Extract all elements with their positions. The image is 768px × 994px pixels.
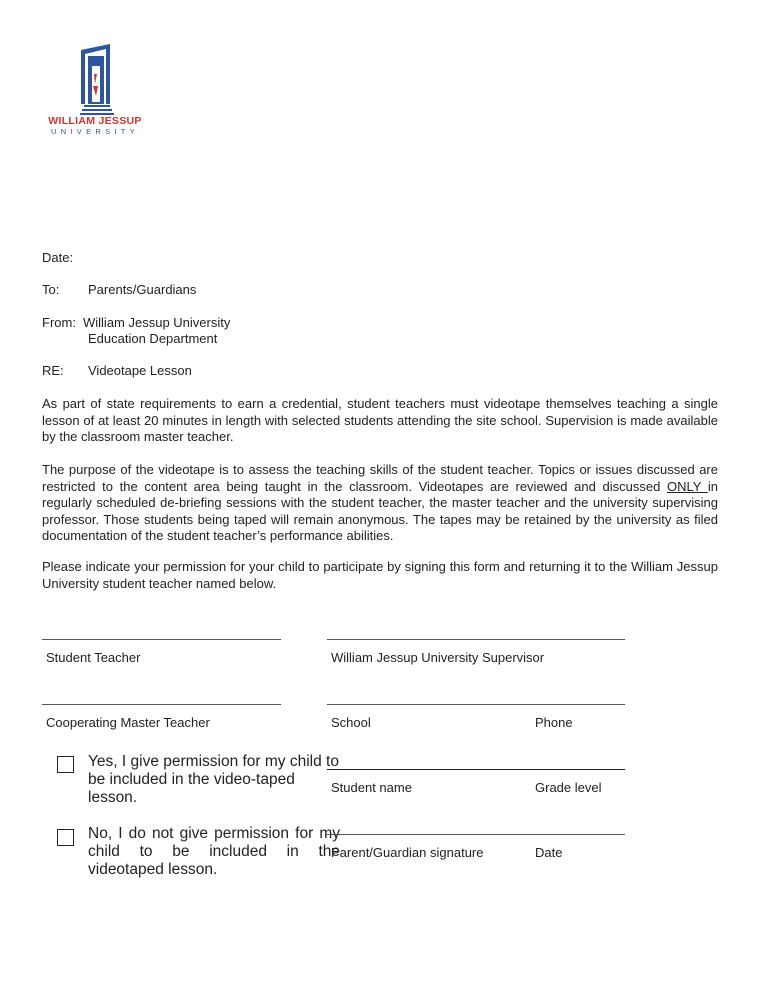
from-label: From:: [42, 315, 76, 330]
paragraph-purpose: [42, 462, 718, 545]
permission-yes-label: Yes, I give permission for my child to be included in the video-taped lesson.: [88, 753, 339, 806]
cooperating-teacher-label: Cooperating Master Teacher: [46, 715, 210, 730]
date-signature-label: Date: [535, 845, 563, 860]
paragraph-purpose-emphasis: ONLY: [667, 478, 708, 494]
student-teacher-signature-line[interactable]: [42, 639, 281, 640]
to-label: To:: [42, 282, 60, 297]
parent-signature-line[interactable]: [327, 834, 625, 835]
university-logo-name: WILLIAM JESSUP: [48, 115, 142, 127]
school-label: School: [331, 715, 371, 730]
permission-no-checkbox[interactable]: [57, 829, 74, 846]
phone-label: Phone: [535, 715, 573, 730]
supervisor-signature-line[interactable]: [327, 639, 625, 640]
paragraph-purpose-start: The purpose of the videotape is to assess the teaching skills of the student teacher. Topics or issues discussed are restricted to the content area being taught in the classroom. Videotapes are reviewed and discussed: [42, 462, 718, 494]
supervisor-label: William Jessup University Supervisor: [331, 650, 545, 665]
student-name-line[interactable]: [327, 769, 625, 770]
parent-signature-label: Parent/Guardian signature: [331, 845, 484, 860]
cooperating-teacher-signature-line[interactable]: [42, 704, 281, 705]
date-label: Date:: [42, 250, 74, 265]
university-logo-subtitle: UNIVERSITY: [50, 127, 139, 136]
re-value: Videotape Lesson: [88, 363, 192, 378]
school-phone-line[interactable]: [327, 704, 625, 705]
permission-yes-checkbox[interactable]: [57, 756, 74, 773]
paragraph-requirements: As part of state requirements to earn a credential, student teachers must videotape themselves teaching a single lesson of at least 20 minutes in length with selected students attending the site school. Supervision is made available by the classroom master teacher.: [42, 396, 718, 444]
paragraph-instructions: Please indicate your permission for your child to participate by signing this form and returning it to the William Jessup University student teacher named below.: [42, 559, 718, 591]
from-value-line2: Education Department: [88, 331, 218, 346]
from-value-line1: William Jessup University: [83, 315, 231, 330]
permission-no-label: No, I do not give permission for my child to be included in the videotaped lesson.: [88, 825, 340, 878]
student-name-label: Student name: [331, 780, 412, 795]
student-teacher-label: Student Teacher: [46, 650, 141, 665]
re-label: RE:: [42, 363, 64, 378]
paragraph-purpose-end: in regularly scheduled de-briefing sessions with the student teacher, the master teacher and the university supervising professor. Those students being taped will remain anonymous. The tapes may be retained by the university as filed documentation of the student teacher’s performance abilities.: [42, 478, 718, 543]
grade-level-label: Grade level: [535, 780, 602, 795]
to-value: Parents/Guardians: [88, 282, 197, 297]
